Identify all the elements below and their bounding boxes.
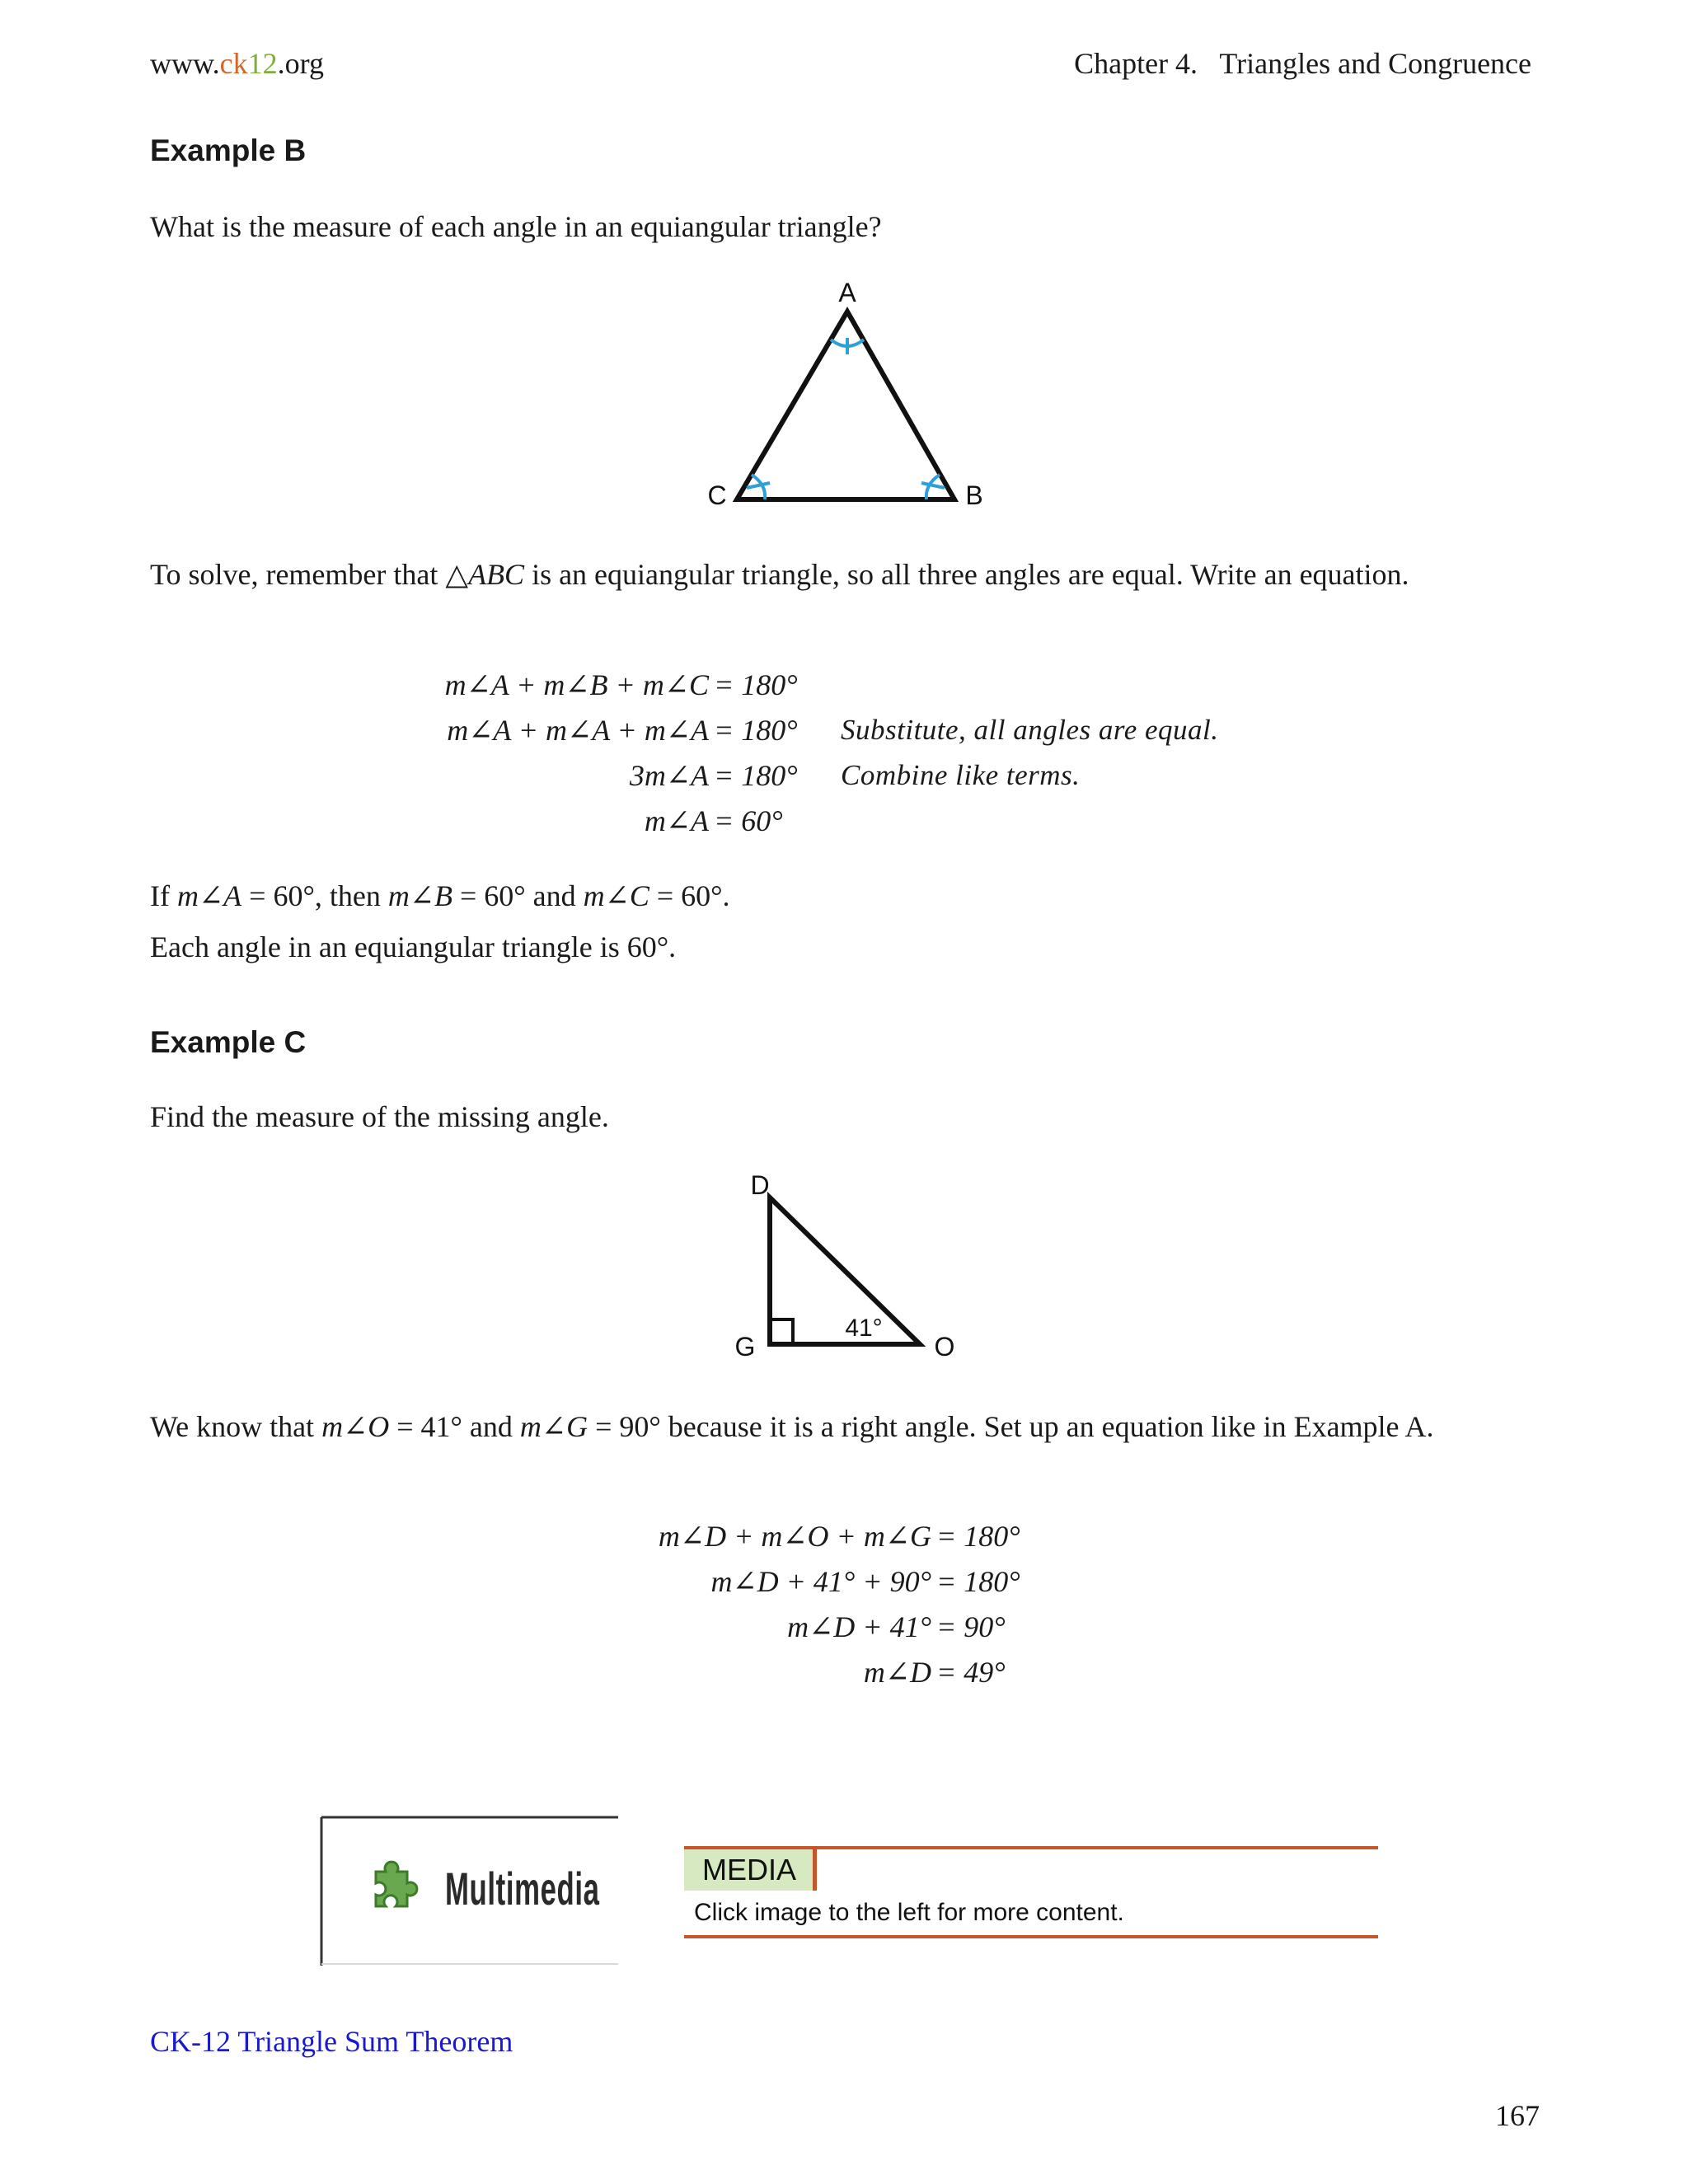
triangle-symbol: △ [445,558,469,591]
media-bottom-rule [684,1935,1378,1938]
triangle-name: ABC [468,558,525,591]
vertex-label-a: A [838,278,856,307]
media-text: Click image to the left for more content. [694,1899,1124,1926]
example-b-conclusion-1 [150,879,730,913]
text-part: = 60° and [452,879,584,912]
text-part: = 41° and [389,1410,520,1443]
text-part: = 90° because it is a right angle. Set up an equation like in Example A. [588,1410,1434,1443]
equation-rhs: = 180° [936,1520,1020,1553]
equation-rhs: = 49° [936,1656,1006,1689]
multimedia-label: Multimedia [445,1863,600,1915]
math-part: m∠B [387,879,452,912]
page-number: 167 [1495,2099,1540,2132]
example-b-question: What is the measure of each angle in an equiangular triangle? [150,210,882,243]
math-part: m∠A [176,879,242,912]
example-c-heading: Example C [150,1025,307,1059]
vertex-label-c: C [707,480,727,510]
equation-lhs: m∠D [863,1656,931,1689]
right-triangle-figure [725,1166,973,1364]
vertex-label-d: D [750,1170,770,1200]
right-angle-marker [770,1319,793,1344]
equiangular-triangle-figure [692,272,1006,511]
multimedia-thumbnail[interactable] [320,1816,618,1966]
media-box [684,1846,1378,1938]
equation-lhs: m∠A [644,804,709,837]
url-brand-ck: ck [219,47,248,80]
text-part: We know that [150,1410,322,1443]
site-url[interactable] [150,46,324,81]
equation-note: Substitute, all angles are equal. [841,714,1219,746]
example-b-conclusion-2: Each angle in an equiangular triangle is 60°. [150,930,677,963]
equation-lhs: m∠A + m∠A + m∠A [447,714,709,747]
vertex-label-b: B [965,480,983,510]
triangle-sum-theorem-link[interactable]: CK-12 Triangle Sum Theorem [150,2025,513,2058]
puzzle-piece-icon [358,1860,424,1926]
example-b-heading: Example B [150,134,307,167]
equation-lhs: m∠D + 41° + 90° [710,1565,931,1598]
equation-lhs: m∠D + 41° [787,1610,931,1643]
equation-lhs: 3m∠A [629,759,709,792]
example-c-known-text [150,1409,1434,1444]
angle-arc-a [831,338,864,354]
equation-rhs: = 90° [936,1610,1006,1643]
vertex-label-o: O [934,1332,955,1361]
example-c-question: Find the measure of the missing angle. [150,1100,609,1133]
equation-rhs: = 180° [714,714,798,747]
vertex-label-g: G [734,1332,756,1361]
equation-rhs: = 180° [714,668,798,701]
angle-label-41: 41° [845,1315,883,1342]
url-prefix: www. [150,47,220,80]
chapter-title: Chapter 4. Triangles and Congruence [1074,47,1531,80]
equation-lhs: m∠A + m∠B + m∠C [444,668,709,701]
example-b-solve-text [150,557,1409,592]
equation-rhs: = 180° [714,759,798,792]
math-part: m∠G [519,1410,588,1443]
text-part: = 60°, then [241,879,388,912]
media-tag: MEDIA [684,1849,817,1891]
solve-text-part: To solve, remember that [150,558,446,591]
text-part: = 60°. [649,879,730,912]
equation-note: Combine like terms. [841,759,1081,791]
url-brand-12: 12 [247,47,278,80]
text-part: If [150,879,177,912]
math-part: m∠C [583,879,649,912]
solve-text-part: is an equiangular triangle, so all three angles are equal. Write an equation. [524,558,1409,591]
url-suffix: .org [277,47,324,80]
equation-rhs: = 60° [714,804,783,837]
equation-rhs: = 180° [936,1565,1020,1598]
math-part: m∠O [321,1410,390,1443]
equation-lhs: m∠D + m∠O + m∠G [658,1520,931,1553]
